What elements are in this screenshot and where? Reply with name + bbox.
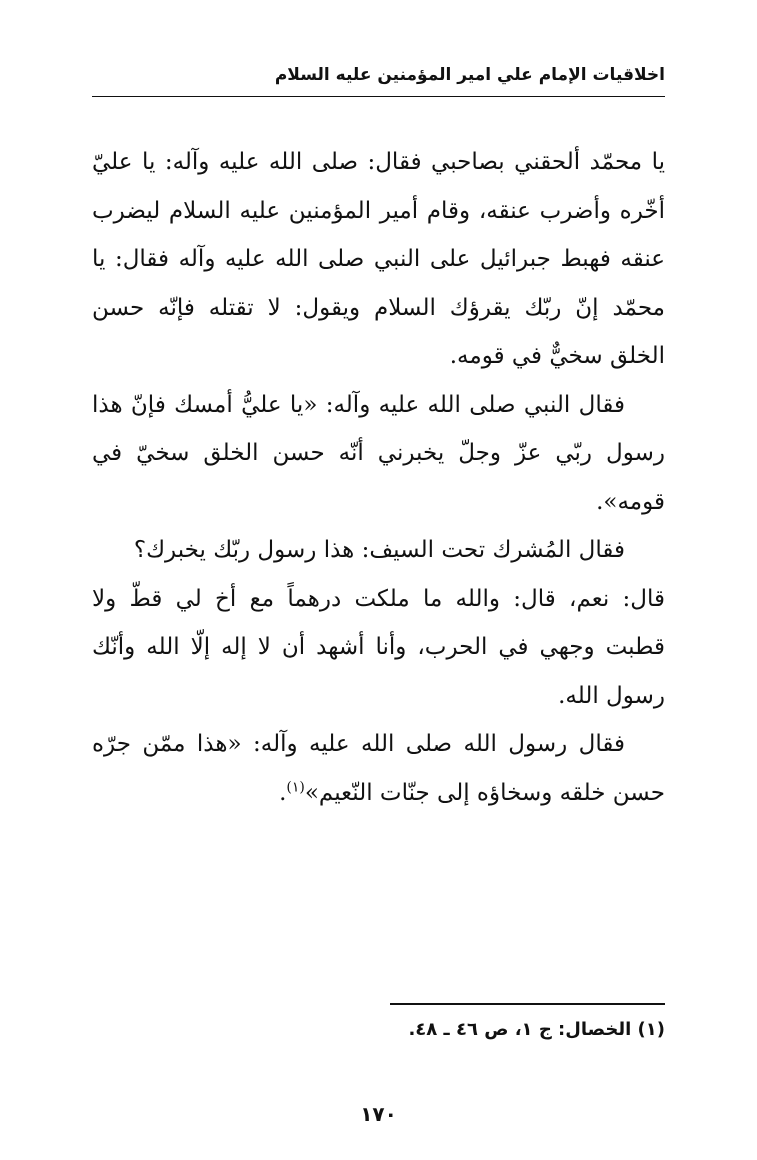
header-rule [92,96,665,97]
paragraph-4: قال: نعم، قال: والله ما ملكت درهماً مع أخ لي قطّ ولا قطبت وجهي في الحرب، وأنا أشهد أن لا إله إلّا الله وأنّك رسول الله. [92,585,665,709]
paragraph-2: فقال النبي صلى الله عليه وآله: «يا عليُّ أمسك فإنّ هذا رسول ربّي عزّ وجلّ يخبرني أنّه حسن الخلق سخيّ في قومه». [92,391,665,515]
page-number: ١٧٠ [360,1102,397,1126]
footnote-rule [390,1003,665,1005]
paragraph-5-text: فقال رسول الله صلى الله عليه وآله: «هذا ممّن جرّه حسن خلقه وسخاؤه إلى جنّات النّعيم» [92,731,665,806]
footnote: (١) الخصال: ج ١، ص ٤٦ ـ ٤٨. [408,1019,665,1040]
paragraph-5-end: . [279,779,287,806]
paragraph-1: يا محمّد ألحقني بصاحبي فقال: صلى الله عليه وآله: يا عليّ أخّره وأضرب عنقه، وقام أمير المؤمنين عليه السلام ليضرب عنقه فهبط جبرائيل على النبي صلى الله عليه وآله فقال: يا محمّد إنّ ربّك يقرؤك السلام ويقول: لا تقتله فإنّه حسن الخلق سخيٌّ في قومه. [92,149,665,369]
paragraph-5 [92,720,665,817]
running-header: اخلاقيات الإمام علي امير المؤمنين عليه السلام [274,65,665,85]
body-text [92,138,665,817]
footnote-marker: (١) [286,778,305,795]
paragraph-3: فقال المُشرك تحت السيف: هذا رسول ربّك يخبرك؟ [133,537,625,563]
